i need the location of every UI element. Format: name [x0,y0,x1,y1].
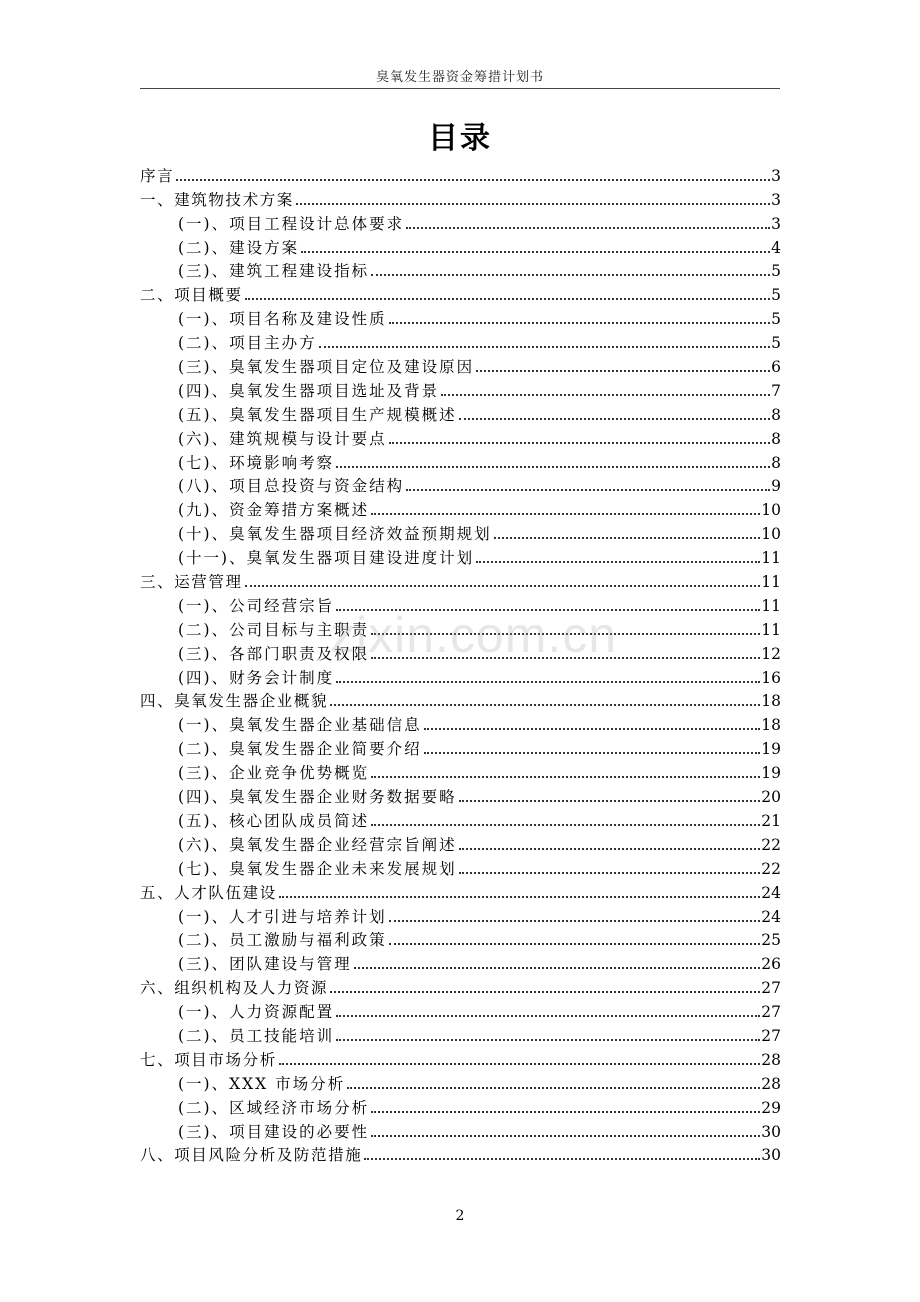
toc-dot-leader [336,1039,760,1041]
toc-entry-label: 八、项目风险分析及防范措施 [140,1146,363,1165]
toc-entry-label: (二)、员工激励与福利政策 [178,931,387,950]
toc-entry-label: (五)、臭氧发生器项目生产规模概述 [178,405,457,424]
toc-entry[interactable] [140,1094,781,1118]
toc-entry-label: (一)、人力资源配置 [178,1003,335,1022]
toc-dot-leader [364,1158,760,1160]
toc-entry-label: (二)、区域经济市场分析 [178,1098,370,1117]
toc-entry-page: 3 [771,214,781,233]
toc-entry[interactable] [140,234,781,258]
toc-entry-label: (二)、项目主办方 [178,334,317,353]
toc-entry[interactable] [140,664,781,688]
toc-entry-page: 9 [771,477,781,496]
toc-entry-label: (七)、臭氧发生器企业未来发展规划 [178,859,457,878]
toc-entry[interactable] [140,377,781,401]
toc-dot-leader [296,203,770,205]
toc-entry-label: (五)、核心团队成员简述 [178,811,370,830]
toc-entry-page: 12 [761,644,781,663]
toc-entry-label: (九)、资金筹措方案概述 [178,501,370,520]
toc-entry-page: 7 [771,381,781,400]
toc-entry[interactable] [140,401,781,425]
toc-entry-label: (三)、项目建设的必要性 [178,1122,370,1141]
toc-entry[interactable] [140,544,781,568]
toc-entry-page: 16 [761,668,781,687]
watermark: zixin.com.cn [330,607,618,663]
toc-dot-leader [245,585,761,587]
toc-dot-leader [279,896,760,898]
toc-dot-leader [476,561,760,563]
toc-entry[interactable] [140,735,781,759]
toc-entry-page: 27 [761,979,781,998]
toc-entry[interactable] [140,1070,781,1094]
toc-dot-leader [336,466,770,468]
toc-entry[interactable] [140,162,781,186]
toc-entry-label: (四)、臭氧发生器项目选址及背景 [178,381,440,400]
toc-entry[interactable] [140,1046,781,1070]
toc-entry[interactable] [140,186,781,210]
toc-entry-page: 20 [761,788,781,807]
toc-entry-label: 六、组织机构及人力资源 [140,979,329,998]
toc-entry[interactable] [140,520,781,544]
toc-entry-label: 三、运营管理 [140,573,243,592]
header-divider [140,88,780,89]
toc-entry[interactable] [140,879,781,903]
toc-entry-label: (十)、臭氧发生器项目经济效益预期规划 [178,525,492,544]
toc-entry-label: (三)、建筑工程建设指标 [178,262,370,281]
toc-dot-leader [371,274,770,276]
toc-entry-page: 8 [771,453,781,472]
toc-entry-page: 19 [761,740,781,759]
toc-entry-page: 18 [761,716,781,735]
toc-entry-page: 8 [771,405,781,424]
toc-entry-page: 11 [761,549,781,568]
toc-entry-page: 11 [761,596,781,615]
toc-dot-leader [389,920,761,922]
toc-entry[interactable] [140,568,781,592]
toc-entry-page: 18 [761,692,781,711]
toc-entry[interactable] [140,1022,781,1046]
toc-entry[interactable] [140,903,781,927]
toc-entry-label: 五、人才队伍建设 [140,883,277,902]
toc-entry[interactable] [140,258,781,282]
toc-entry[interactable] [140,329,781,353]
toc-dot-leader [330,704,760,706]
toc-entry-page: 11 [761,573,781,592]
toc-dot-leader [279,1063,760,1065]
toc-entry[interactable] [140,974,781,998]
toc-dot-leader [389,442,771,444]
toc-dot-leader [406,227,770,229]
toc-entry-label: (三)、各部门职责及权限 [178,644,370,663]
toc-entry[interactable] [140,496,781,520]
toc-entry-page: 10 [761,525,781,544]
toc-dot-leader [347,1087,760,1089]
toc-entry[interactable] [140,353,781,377]
toc-entry-page: 5 [771,310,781,329]
toc-dot-leader [336,681,760,683]
toc-entry[interactable] [140,688,781,712]
toc-entry-label: 七、项目市场分析 [140,1050,277,1069]
toc-entry-page: 28 [761,1050,781,1069]
toc-entry-label: (一)、公司经营宗旨 [178,596,335,615]
toc-dot-leader [441,394,770,396]
toc-dot-leader [459,872,761,874]
toc-entry-label: (三)、臭氧发生器项目定位及建设原因 [178,358,475,377]
toc-entry-label: 四、臭氧发生器企业概貌 [140,692,329,711]
toc-entry-page: 8 [771,429,781,448]
toc-dot-leader [476,370,770,372]
toc-entry-label: 序言 [140,166,175,185]
toc-entry-page: 11 [761,620,781,639]
toc-entry-label: (一)、项目名称及建设性质 [178,310,387,329]
toc-entry-label: (三)、企业竞争优势概览 [178,764,370,783]
toc-entry-label: (八)、项目总投资与资金结构 [178,477,405,496]
toc-dot-leader [371,824,760,826]
toc-entry-page: 27 [761,1003,781,1022]
toc-entry-page: 5 [771,334,781,353]
toc-entry-page: 22 [761,859,781,878]
toc-entry-page: 30 [761,1122,781,1141]
toc-entry-label: (一)、臭氧发生器企业基础信息 [178,716,422,735]
toc-entry-label: (二)、臭氧发生器企业简要介绍 [178,740,422,759]
toc-entry-label: (二)、公司目标与主职责 [178,620,370,639]
toc-entry-label: (七)、环境影响考察 [178,453,335,472]
toc-entry-label: 二、项目概要 [140,286,243,305]
toc-entry[interactable] [140,473,781,497]
toc-dot-leader [389,322,771,324]
toc-entry-page: 6 [771,358,781,377]
toc-entry-page: 30 [761,1146,781,1165]
toc-entry-page: 5 [771,262,781,281]
toc-entry-label: 一、建筑物技术方案 [140,190,294,209]
toc-dot-leader [371,1135,760,1137]
page-number: 2 [455,1208,465,1224]
toc-dot-leader [354,967,761,969]
toc-dot-leader [371,776,760,778]
toc-entry-page: 26 [761,955,781,974]
toc-entry[interactable] [140,927,781,951]
toc-entry-page: 10 [761,501,781,520]
toc-entry[interactable] [140,1118,781,1142]
toc-entry-page: 28 [761,1074,781,1093]
toc-entry[interactable] [140,425,781,449]
toc-entry-label: (十一)、臭氧发生器项目建设进度计划 [178,549,475,568]
page-title: 目录 [428,121,492,156]
toc-entry[interactable] [140,950,781,974]
toc-dot-leader [389,943,761,945]
toc-dot-leader [301,251,770,253]
toc-entry-label: (六)、臭氧发生器企业经营宗旨阐述 [178,835,457,854]
toc-entry-label: (四)、臭氧发生器企业财务数据要略 [178,788,457,807]
toc-entry-label: (六)、建筑规模与设计要点 [178,429,387,448]
toc-dot-leader [459,848,761,850]
toc-dot-leader [371,1111,760,1113]
toc-dot-leader [494,537,761,539]
toc-dot-leader [424,752,761,754]
toc-dot-leader [406,489,770,491]
toc-entry-page: 22 [761,835,781,854]
toc-entry-label: (一)、项目工程设计总体要求 [178,214,405,233]
toc-entry-page: 21 [761,811,781,830]
toc-entry-label: (二)、建设方案 [178,238,300,257]
toc-entry[interactable] [140,210,781,234]
toc-entry[interactable] [140,759,781,783]
toc-entry-page: 25 [761,931,781,950]
toc-dot-leader [330,991,760,993]
toc-dot-leader [424,728,761,730]
running-header: 臭氧发生器资金筹措计划书 [375,70,544,85]
toc-entry-page: 29 [761,1098,781,1117]
toc-entry[interactable] [140,855,781,879]
toc-dot-leader [459,800,761,802]
toc-entry-label: (一)、XXX 市场分析 [178,1074,346,1093]
toc-entry-page: 24 [761,907,781,926]
toc-dot-leader [371,513,760,515]
toc-entry[interactable] [140,281,781,305]
toc-entry-page: 19 [761,764,781,783]
toc-entry[interactable] [140,998,781,1022]
toc-entry[interactable] [140,783,781,807]
toc-entry-page: 3 [771,166,781,185]
toc-entry-page: 5 [771,286,781,305]
toc-dot-leader [336,1015,760,1017]
toc-entry-label: (四)、财务会计制度 [178,668,335,687]
toc-entry-page: 27 [761,1026,781,1045]
toc-entry[interactable] [140,807,781,831]
toc-dot-leader [319,346,771,348]
toc-entry-page: 3 [771,190,781,209]
toc-dot-leader [459,418,771,420]
toc-entry-label: (二)、员工技能培训 [178,1026,335,1045]
toc-entry-page: 24 [761,883,781,902]
toc-entry[interactable] [140,831,781,855]
toc-entry[interactable] [140,1142,781,1166]
toc-entry[interactable] [140,305,781,329]
toc-entry[interactable] [140,449,781,473]
toc-dot-leader [176,179,770,181]
toc-dot-leader [245,298,771,300]
toc-entry-label: (一)、人才引进与培养计划 [178,907,387,926]
toc-entry-label: (三)、团队建设与管理 [178,955,352,974]
toc-entry-page: 4 [771,238,781,257]
toc-entry[interactable] [140,711,781,735]
